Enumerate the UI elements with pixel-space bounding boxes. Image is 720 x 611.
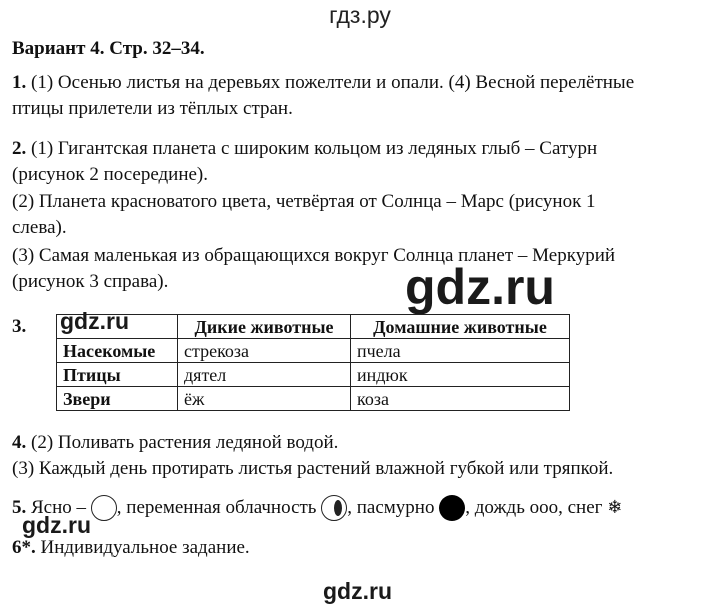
task5-line <box>12 495 622 522</box>
task2-line3: (2) Планета красноватого цвета, четвёртая от Солнца – Марс (рисунок 1 <box>12 191 596 212</box>
task5-rain-label: , дождь ооо, снег <box>465 497 608 518</box>
table-cell: ёж <box>178 387 351 411</box>
task1-number: 1. <box>12 72 27 93</box>
watermark-large: gdz.ru <box>405 259 555 315</box>
task4-line1 <box>12 430 338 456</box>
table-header-cell: Домашние животные <box>351 315 570 339</box>
table-row-header: Звери <box>57 387 178 411</box>
task3-line <box>12 314 26 340</box>
variant-header <box>12 36 205 62</box>
table-row <box>57 387 570 411</box>
partly-cloudy-icon <box>321 495 347 521</box>
table-row-header: Насекомые <box>57 339 178 363</box>
watermark-table: gdz.ru <box>60 308 129 334</box>
task4-number: 4. <box>12 432 27 453</box>
table-row-header: Птицы <box>57 363 178 387</box>
overcast-icon <box>439 495 465 521</box>
task2-line6: (рисунок 3 справа). <box>12 271 169 292</box>
table-cell: индюк <box>351 363 570 387</box>
task6-line <box>12 535 250 561</box>
task4-text1: (2) Поливать растения ледяной водой. <box>26 432 339 453</box>
table-header-row <box>57 315 570 339</box>
watermark-left: gdz.ru <box>22 512 91 538</box>
task3-number: 3. <box>12 316 27 337</box>
table-header-cell: Дикие животные <box>178 315 351 339</box>
table-row <box>57 363 570 387</box>
task5-partly-label: , переменная облачность <box>116 497 322 518</box>
clear-sky-icon <box>91 495 117 521</box>
site-watermark-top: гдз.ру <box>329 2 391 28</box>
task4-line2: (3) Каждый день протирать листья растений влажной губкой или тряпкой. <box>12 458 614 479</box>
table-cell: коза <box>351 387 570 411</box>
table-row <box>57 339 570 363</box>
task2-line5: (3) Самая маленькая из обращающихся вокруг Солнца планет – Меркурий <box>12 245 616 266</box>
table-cell: дятел <box>178 363 351 387</box>
table-cell: пчела <box>351 339 570 363</box>
task5-overcast-label: , пасмурно <box>347 497 440 518</box>
task2-line1 <box>12 136 597 162</box>
snowflake-icon: ❄ <box>607 497 623 518</box>
task2-number: 2. <box>12 138 27 159</box>
task1-text1: (1) Осенью листья на деревьях пожелтели и опали. (4) Весной перелётные <box>26 72 635 93</box>
task6-text: Индивидуальное задание. <box>35 537 250 558</box>
task6-number: 6*. <box>12 537 36 558</box>
task2-line4: слева). <box>12 217 67 238</box>
task2-line2: (рисунок 2 посередине). <box>12 164 209 185</box>
task1-line1 <box>12 70 634 96</box>
animals-table <box>56 314 570 411</box>
task1-line2: птицы прилетели из тёплых стран. <box>12 98 293 119</box>
task5-clear-label: Ясно – <box>26 497 91 518</box>
variant-header-text: Вариант 4. Стр. 32–34. <box>12 38 205 59</box>
task2-text1: (1) Гигантская планета с широким кольцом из ледяных глыб – Сатурн <box>26 138 598 159</box>
watermark-bottom: gdz.ru <box>323 578 392 604</box>
task5-number: 5. <box>12 497 27 518</box>
table-cell: стрекоза <box>178 339 351 363</box>
